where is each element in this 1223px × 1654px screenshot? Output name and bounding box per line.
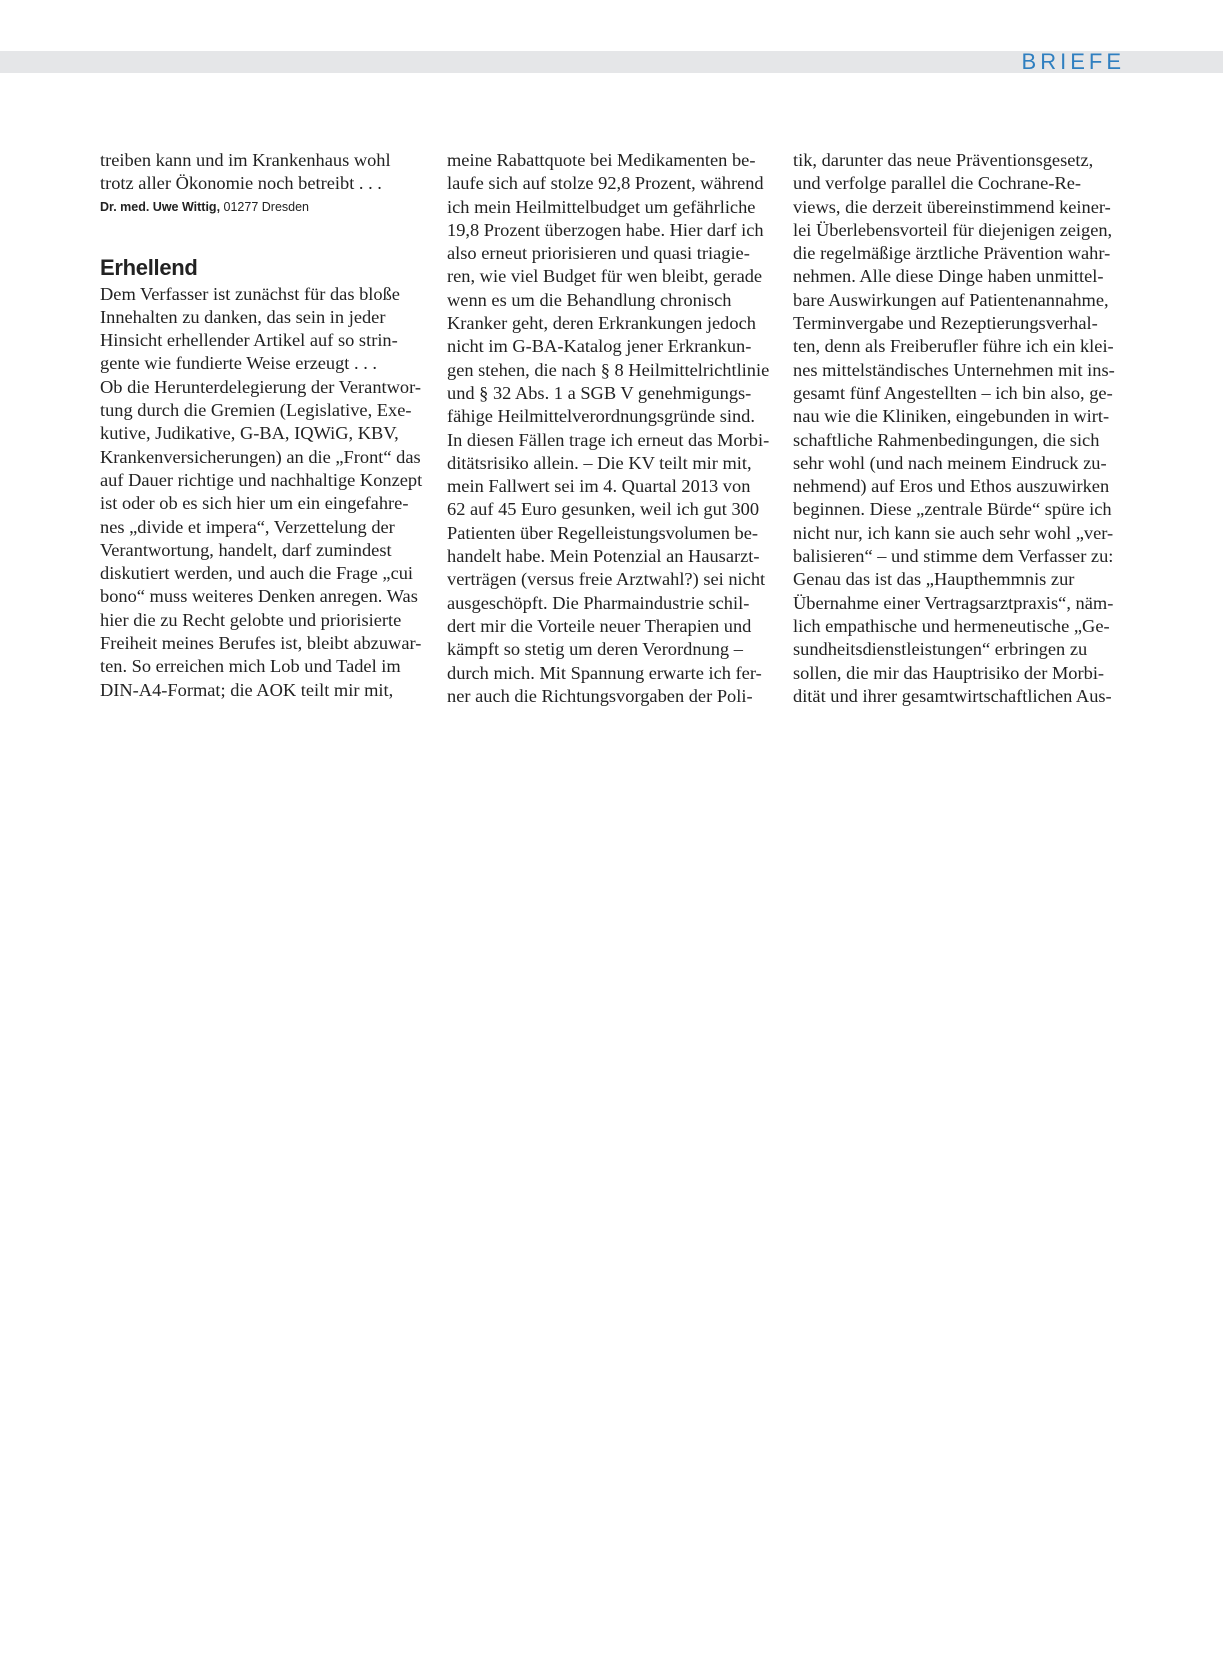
text-line: ausgeschöpft. Die Pharmaindustrie schil- [447,592,750,613]
text-line: fähige Heilmittelverordnungsgründe sind. [447,406,755,427]
text-line: 19,8 Prozent überzogen habe. Hier darf ich [447,219,764,240]
text-line: treiben kann und im Krankenhaus wohl [100,150,391,170]
text-line: views, die derzeit übereinstimmend keiner- [793,196,1111,217]
text-line: diskutiert werden, und auch die Frage „cui [100,563,414,584]
text-line: sehr wohl (und nach meinem Eindruck zu- [793,452,1107,473]
text-line: balisieren“ – und stimme dem Verfasser zu: [793,546,1114,567]
text-line: Hinsicht erhellender Artikel auf so strin- [100,330,398,351]
text-line: meine Rabattquote bei Medikamenten be- [447,150,756,170]
text-line: und verfolge parallel die Cochrane-Re- [793,173,1081,194]
text-line: Ob die Herunterdelegierung der Verantwor- [100,376,421,397]
text-line: nicht nur, ich kann sie auch sehr wohl „ver- [793,522,1114,543]
text-line: hier die zu Recht gelobte und priorisierte [100,609,402,630]
text-line: gente wie fundierte Weise erzeugt . . . [100,353,377,374]
text-line: schaftliche Rahmenbedingungen, die sich [793,429,1100,450]
text-line: ren, wie viel Budget für wen bleibt, gerade [447,266,763,287]
text-line: Genau das ist das „Haupthemmnis zur [793,569,1075,590]
author-name: Dr. med. Uwe Wittig, [100,199,221,214]
text-line: nes mittelständisches Unternehmen mit ins- [793,359,1115,380]
text-line: tung durch die Gremien (Legislative, Exe- [100,400,412,421]
text-line: durch mich. Mit Spannung erwarte ich fer- [447,662,762,683]
text-line: Krankenversicherungen) an die „Front“ das [100,446,421,467]
text-line: lich empathische und hermeneutische „Ge- [793,615,1110,636]
text-line: gen stehen, die nach § 8 Heilmittelrichtlinie [447,359,770,380]
text-line: nau wie die Kliniken, eingebunden in wirt- [793,406,1110,427]
text-line: mein Fallwert sei im 4. Quartal 2013 von [447,476,751,497]
text-line: ditätsrisiko allein. – Die KV teilt mir mit, [447,452,752,473]
text-line: wenn es um die Behandlung chronisch [447,289,732,310]
text-line: nicht im G-BA-Katalog jener Erkrankun- [447,336,752,357]
text-line: laufe sich auf stolze 92,8 Prozent, während [447,173,764,194]
text-line: bare Auswirkungen auf Patientenannahme, [793,289,1109,310]
text-line: tik, darunter das neue Präventionsgesetz, [793,150,1094,170]
text-line: Terminvergabe und Rezeptierungsverhal- [793,313,1098,334]
text-line: auf Dauer richtige und nachhaltige Konzept [100,469,423,490]
column-1-body [100,283,435,702]
text-line: ist oder ob es sich hier um ein eingefahre- [100,493,409,514]
text-line: kutive, Judikative, G-BA, IQWiG, KBV, [100,423,399,444]
column-1 [100,149,435,702]
text-line: bono“ muss weiteres Denken anregen. Was [100,586,418,607]
text-line: und § 32 Abs. 1 a SGB V genehmigungs- [447,382,752,403]
author-place: 01277 Dresden [220,199,309,214]
author-byline [100,197,435,217]
column-3 [793,149,1123,708]
text-line: ich mein Heilmittelbudget um gefährliche [447,196,756,217]
text-line: Innehalten zu danken, das sein in jeder [100,306,386,327]
text-line: ten, denn als Freiberufler führe ich ein klei- [793,336,1114,357]
text-line: die regelmäßige ärztliche Prävention wahr- [793,243,1111,264]
text-line: sundheitsdienstleistungen“ erbringen zu [793,639,1088,660]
text-line: In diesen Fällen trage ich erneut das Morbi- [447,429,770,450]
letter-heading: Erhellend [100,254,198,280]
column-2 [447,149,782,708]
text-line: DIN-A4-Format; die AOK teilt mir mit, [100,679,394,700]
text-line: trotz aller Ökonomie noch betreibt . . . [100,173,382,194]
text-line: ner auch die Richtungsvorgaben der Poli- [447,685,753,706]
text-line: Übernahme einer Vertragsarztpraxis“, näm- [793,592,1114,613]
text-line: nehmend) auf Eros und Ethos auszuwirken [793,476,1110,497]
text-line: verträgen (versus freie Arztwahl?) sei nicht [447,569,766,590]
text-line: kämpft so stetig um deren Verordnung – [447,639,743,660]
text-line: dert mir die Vorteile neuer Therapien und [447,615,752,636]
text-line: Verantwortung, handelt, darf zumindest [100,539,392,560]
section-label: BRIEFE [1021,49,1125,74]
text-line: nes „divide et impera“, Verzettelung der [100,516,395,537]
text-line: beginnen. Diese „zentrale Bürde“ spüre ich [793,499,1112,520]
text-line: gesamt fünf Angestellten – ich bin also, ge- [793,382,1113,403]
text-line: 62 auf 45 Euro gesunken, weil ich gut 300 [447,499,760,520]
text-line: also erneut priorisieren und quasi triagie- [447,243,750,264]
text-line: nehmen. Alle diese Dinge haben unmittel- [793,266,1104,287]
text-line: Kranker geht, deren Erkrankungen jedoch [447,313,756,334]
column-1-intro [100,149,435,196]
text-line: dität und ihrer gesamtwirtschaftlichen Aus- [793,685,1112,706]
text-line: Dem Verfasser ist zunächst für das bloße [100,283,400,304]
text-line: Patienten über Regelleistungsvolumen be- [447,522,759,543]
text-line: ten. So erreichen mich Lob und Tadel im [100,656,401,677]
text-line: handelt habe. Mein Potenzial an Hausarzt- [447,546,760,567]
text-line: Freiheit meines Berufes ist, bleibt abzuwar- [100,633,422,654]
text-line: lei Überlebensvorteil für diejenigen zeigen, [793,219,1113,240]
text-line: sollen, die mir das Hauptrisiko der Morbi- [793,662,1105,683]
